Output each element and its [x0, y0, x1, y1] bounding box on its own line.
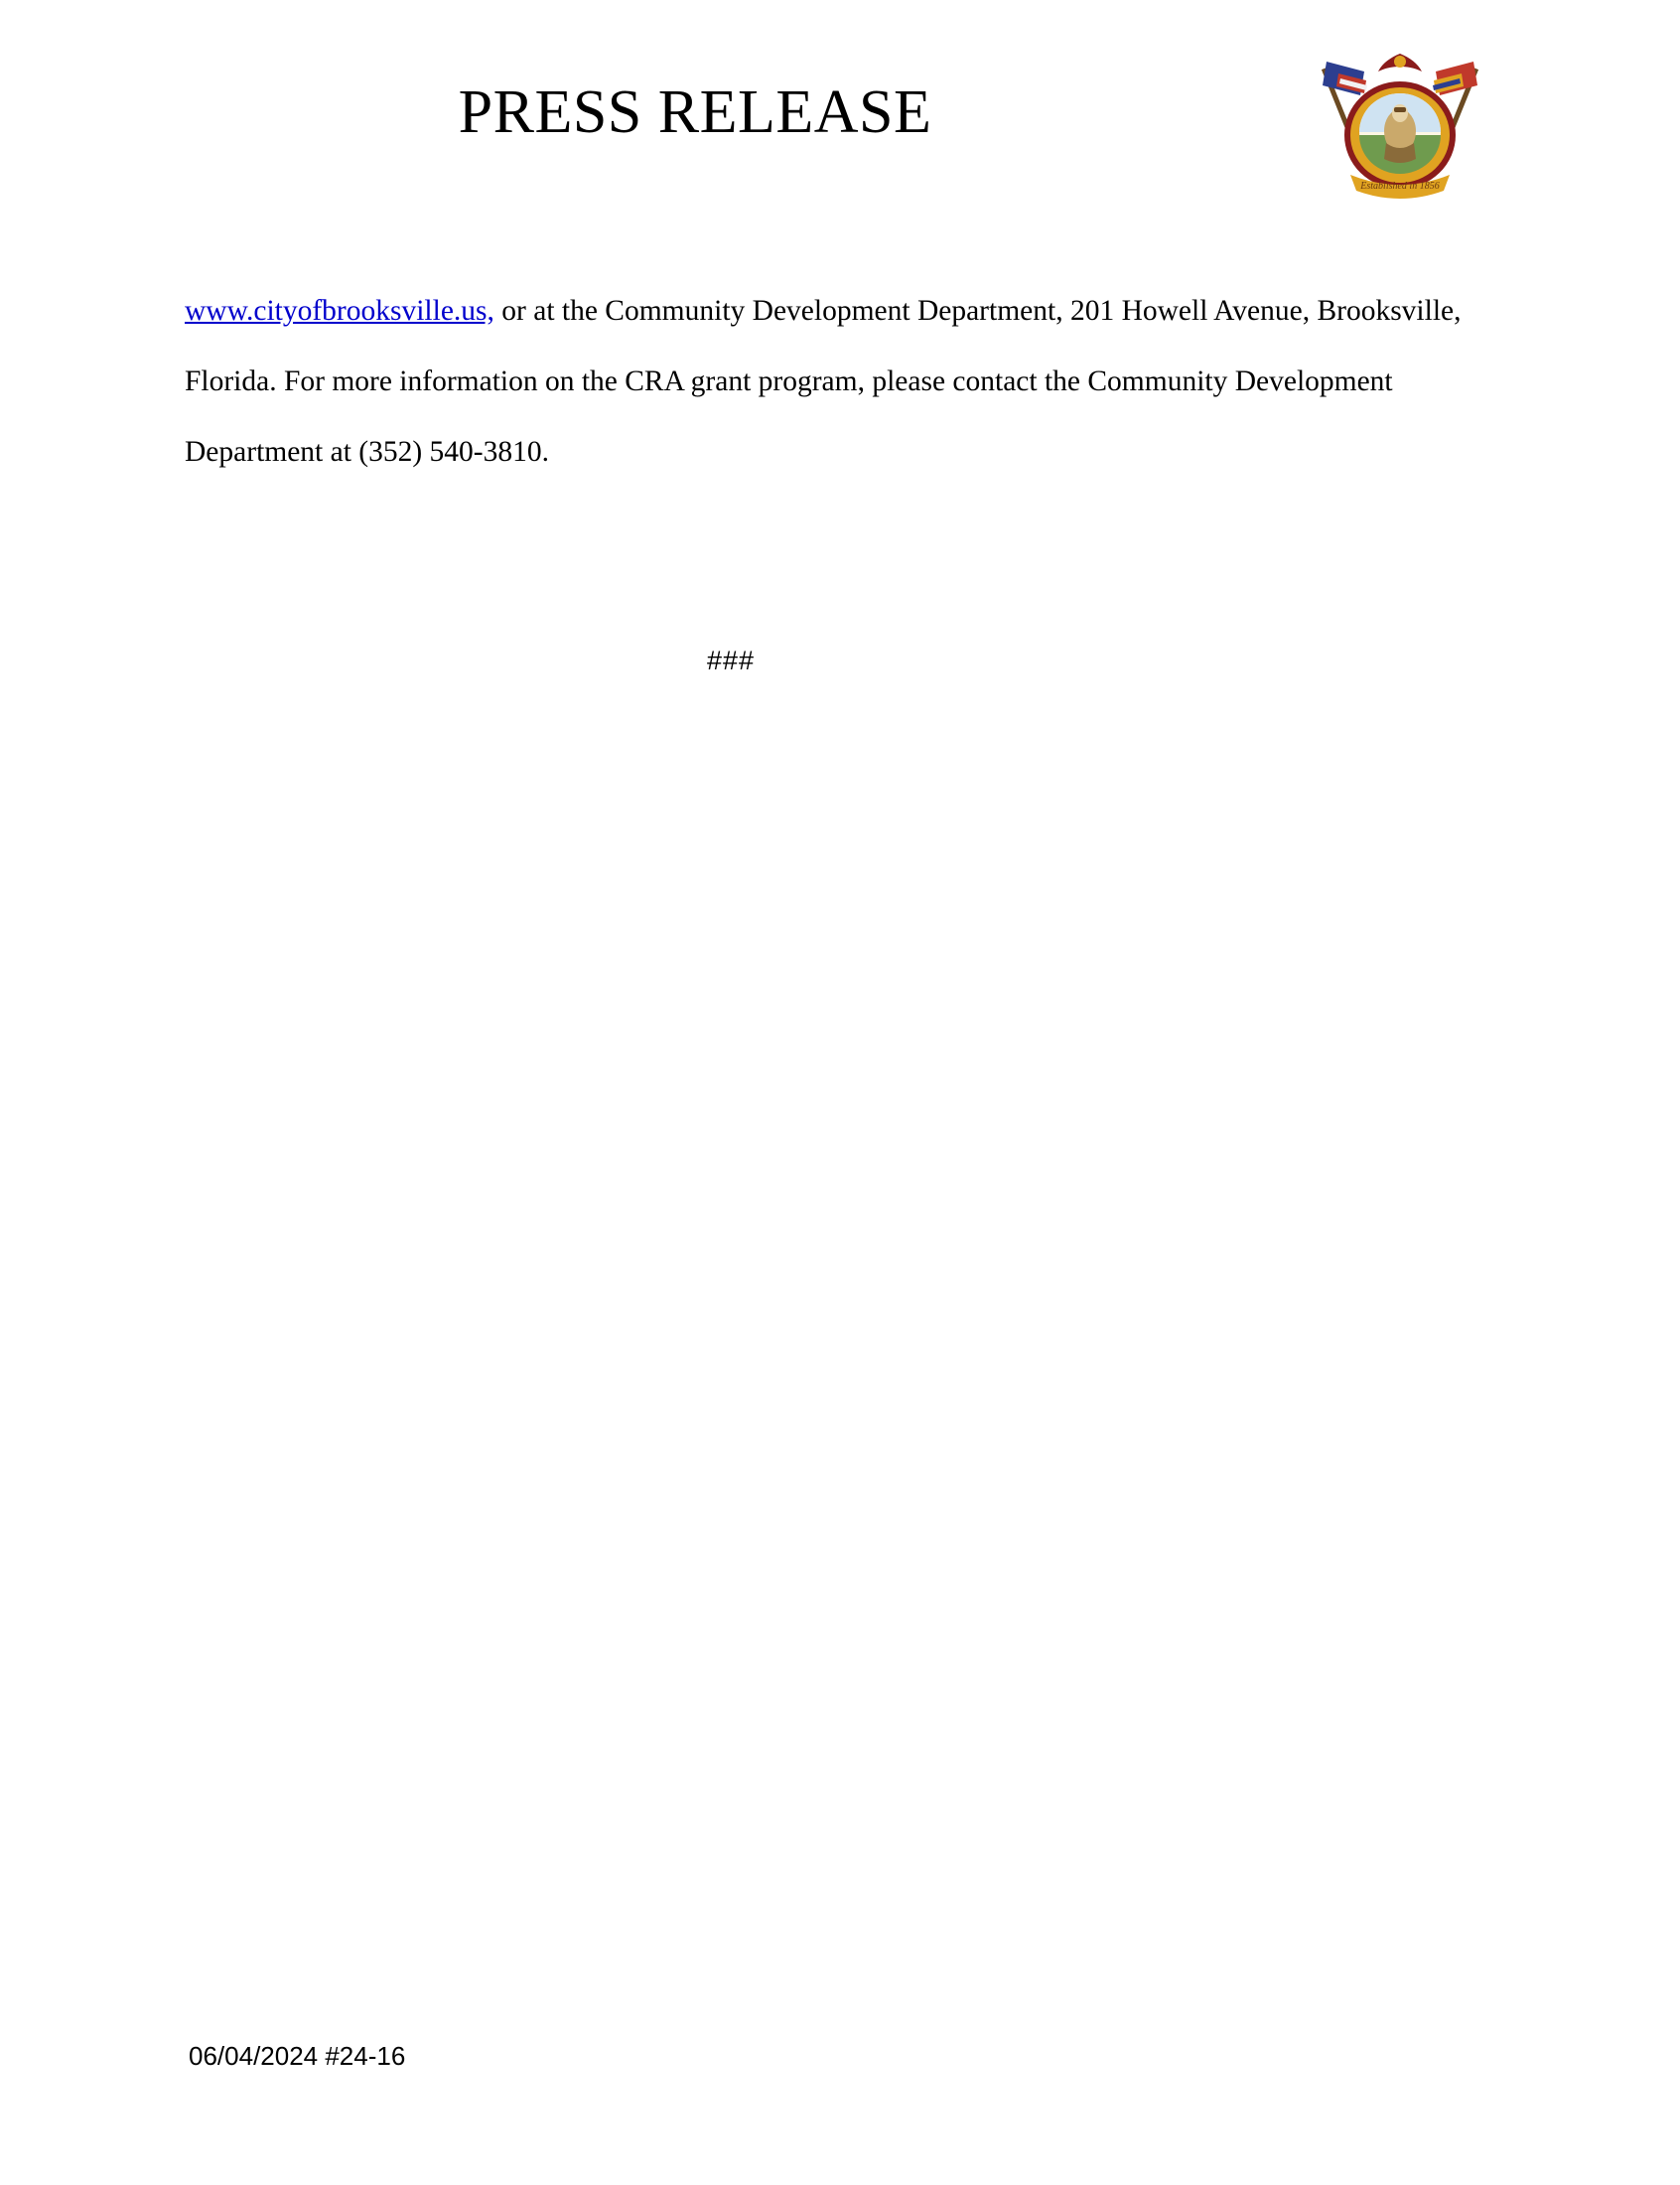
city-website-link[interactable]: www.cityofbrooksville.us, [185, 295, 494, 327]
contact-paragraph-text: or at the Community Development Department, 201 Howell Avenue, Brooksville, Florida. For more information on the CRA grant program, please contact the Community Development Department at (352) 540-3810. [185, 295, 1462, 468]
contact-paragraph [185, 276, 1466, 488]
city-seal-icon [1321, 48, 1479, 207]
end-of-release-mark: ### [706, 646, 756, 675]
document-footer: 06/04/2024 #24-16 [189, 2041, 406, 2071]
svg-text:Established in 1856: Established in 1856 [1360, 181, 1440, 192]
page-title: PRESS RELEASE [458, 78, 932, 146]
document-header [0, 77, 1680, 256]
body-paragraph [185, 276, 1466, 488]
